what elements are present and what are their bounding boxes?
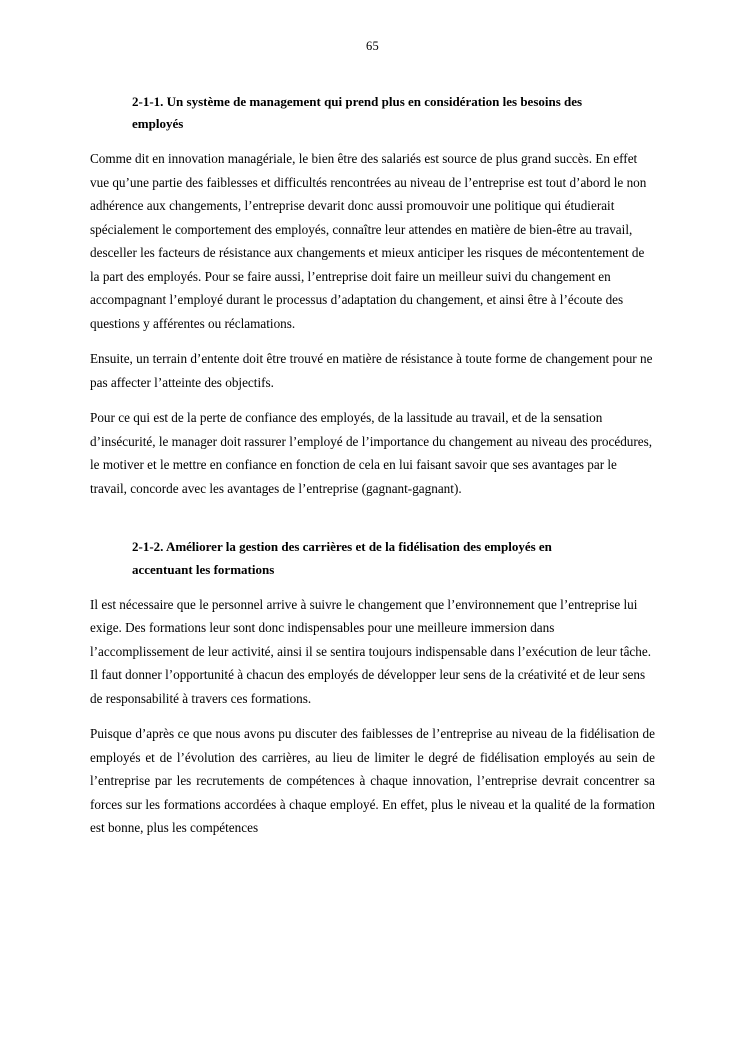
paragraph: Ensuite, un terrain d’entente doit être trouvé en matière de résistance à toute forme de changement pour ne pas affecter l’atteinte des objectifs. xyxy=(90,351,653,390)
paragraph: Puisque d’après ce que nous avons pu discuter des faiblesses de l’entreprise au niveau de la fidélisation de employés et de l’évolution des carrières, au lieu de limiter le degré de fidélisation employés au sein de l’entreprise par les recrutements de compétences à chaque innovation, l’entreprise devrait concentrer sa forces sur les formations accordées à chaque employé. En effet, plus le niveau et la qualité de la formation est bonne, plus les compétences xyxy=(90,726,655,836)
section-heading-2-1-2-line1: 2-1-2. Améliorer la gestion des carrières et de la fidélisation des employés en xyxy=(132,539,552,555)
section-heading-2-1-1 xyxy=(90,91,655,136)
section-heading-2-1-1-line1: 2-1-1. Un système de management qui prend plus en considération les besoins des xyxy=(132,93,583,109)
section-heading-2-1-1-line2: employés xyxy=(132,115,184,131)
section-heading-2-1-2 xyxy=(90,536,655,581)
paragraph: Comme dit en innovation managériale, le bien être des salariés est source de plus grand succès. En effet vue qu’une partie des faiblesses et difficultés rencontrées au niveau de l’entreprise est tout d’abord le non adhérence aux changements, l’entreprise devarit donc aussi promouvoir une politique qui étudierait spécialement le comportement des employés, connaître leur attendes en matière de bien-être au travail, desceller les facteurs de résistance aux changements et mieux anticiper les risques de mécontentement de la part des employés. Pour se faire aussi, l’entreprise doit faire un meilleur suivi du changement en accompagnant l’employé durant le processus d’adaptation du changement, et ainsi être à l’écoute des questions y afférentes ou réclamations. xyxy=(90,151,647,331)
paragraph: Pour ce qui est de la perte de confiance des employés, de la lassitude au travail, et de la sensation d’insécurité, le manager doit rassurer l’employé de l’importance du changement au niveau des procédures, le motiver et le mettre en confiance en fonction de cela en lui faisant savoir que ses avantages par le travail, concorde avec les avantages de l’entreprise (gagnant-gagnant). xyxy=(90,410,653,496)
page-number: 65 xyxy=(366,39,379,53)
section-heading-2-1-2-line2: accentuant les formations xyxy=(132,561,275,577)
paragraph: Il est nécessaire que le personnel arrive à suivre le changement que l’environnement que l’entreprise lui exige. Des formations leur sont donc indispensables pour une meilleure immersion dans l’accomplissement de leur activité, ainsi il se sentira toujours indispensable dans l’exécution de leur tâche. Il faut donner l’opportunité à chacun des employés de développer leur sens de la créativité et de leur sens de responsabilité à travers ces formations. xyxy=(90,596,652,706)
